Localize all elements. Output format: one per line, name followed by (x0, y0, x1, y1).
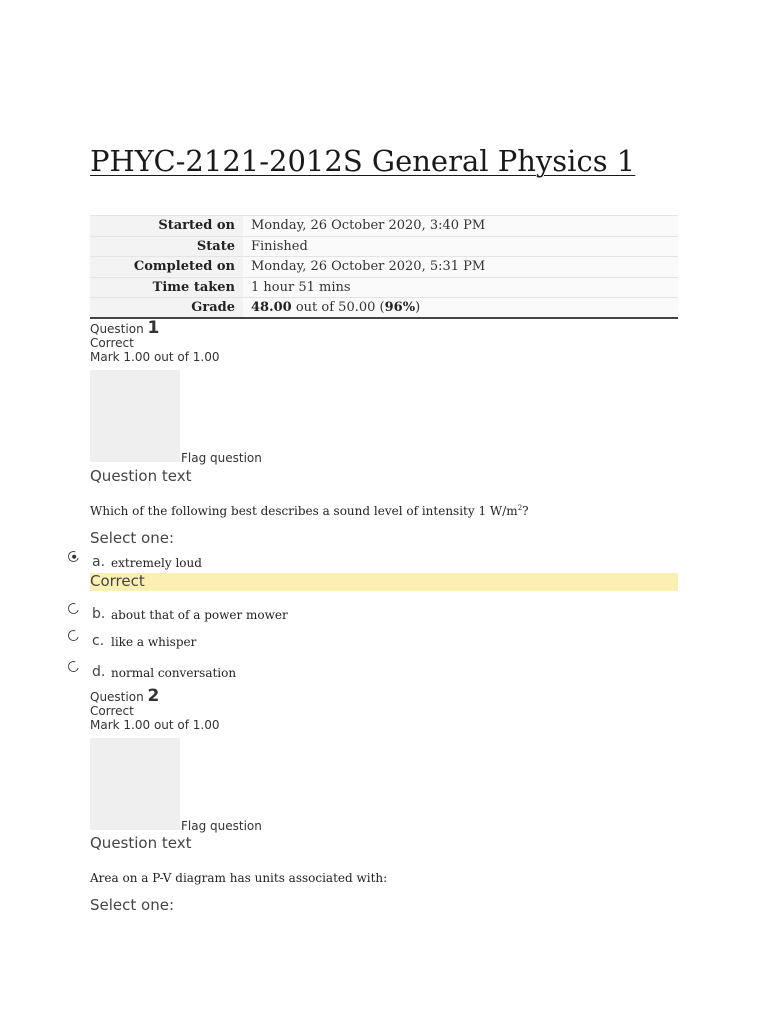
select-one-label: Select one: (90, 529, 175, 547)
question-state: Correct (90, 336, 134, 350)
attempt-summary-table (90, 215, 678, 319)
grade-close: ) (415, 300, 421, 316)
summary-value-grade (243, 298, 678, 319)
summary-label: Started on (90, 216, 243, 237)
summary-label: Time taken (90, 277, 243, 298)
flag-image[interactable] (90, 738, 180, 830)
summary-row-state (90, 236, 678, 257)
summary-value: Monday, 26 October 2020, 3:40 PM (243, 216, 678, 237)
question-mark: Mark 1.00 out of 1.00 (90, 718, 220, 732)
flag-image[interactable] (90, 370, 180, 462)
question-number: Question 2 (90, 686, 160, 706)
grade-percent: 96% (384, 300, 416, 316)
question-text: Area on a P-V diagram has units associated with: (90, 871, 388, 885)
page-title: PHYC-2121-2012S General Physics 1 (90, 144, 636, 178)
option-letter: c. (92, 633, 105, 649)
option-letter: d. (92, 664, 106, 680)
summary-label: Grade (90, 298, 243, 319)
option-text: extremely loud (111, 556, 202, 570)
summary-label: Completed on (90, 257, 243, 278)
summary-row-started (90, 216, 678, 237)
question-info (90, 318, 678, 364)
flag-question-link[interactable]: Flag question (181, 451, 262, 465)
question-mark: Mark 1.00 out of 1.00 (90, 350, 220, 364)
summary-row-time-taken (90, 277, 678, 298)
select-one-label: Select one: (90, 896, 175, 914)
question-state: Correct (90, 704, 134, 718)
radio-icon[interactable] (66, 601, 81, 616)
option-letter: a. (92, 554, 106, 570)
summary-value: Monday, 26 October 2020, 5:31 PM (243, 257, 678, 278)
summary-label: State (90, 236, 243, 257)
summary-value: Finished (243, 236, 678, 257)
option-text: like a whisper (111, 635, 197, 649)
radio-icon[interactable] (66, 659, 81, 674)
summary-row-grade (90, 298, 678, 319)
question-text-heading: Question text (90, 467, 192, 485)
grade-score: 48.00 (251, 300, 292, 316)
option-letter: b. (92, 606, 106, 622)
summary-value: 1 hour 51 mins (243, 277, 678, 298)
answer-feedback: Correct (90, 573, 678, 591)
flag-question-link[interactable]: Flag question (181, 819, 262, 833)
question-2 (90, 686, 678, 919)
question-info (90, 686, 678, 732)
question-text: Which of the following best describes a sound level of intensity 1 $W/m^2$? (90, 504, 529, 518)
radio-icon[interactable] (66, 628, 81, 643)
question-1 (90, 318, 678, 691)
summary-row-completed (90, 257, 678, 278)
grade-out-of: out of 50.00 ( (291, 300, 385, 316)
option-text: normal conversation (111, 666, 237, 680)
question-text-heading: Question text (90, 834, 192, 852)
question-number: Question 1 (90, 318, 160, 338)
radio-selected-icon[interactable] (66, 549, 81, 564)
option-text: about that of a power mower (111, 608, 288, 622)
